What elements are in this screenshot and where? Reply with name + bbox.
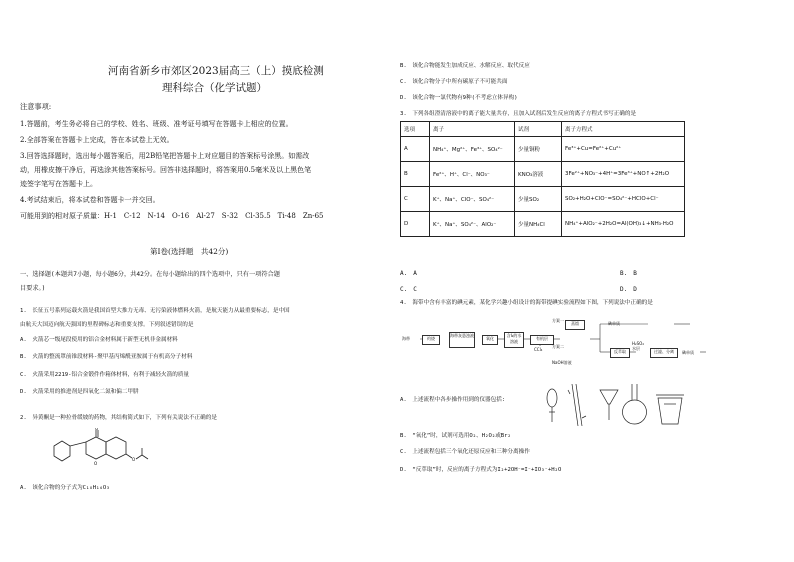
- pyranone-ring: [86, 437, 106, 459]
- q2-option-a: A. 该化合物的分子式为C₁₈H₁₆O₃: [20, 485, 110, 491]
- table-cell: 少量铜粉: [515, 137, 562, 162]
- q1-option-a: A. 火箭芯一级尾段使用的铝合金材料属于新型无机非金属材料: [20, 337, 178, 343]
- flow-iodine-water: 含I₂的水溶液: [504, 332, 524, 348]
- table-cell: K⁺、Na⁺、ClO⁻、SO₄²⁻: [430, 187, 515, 212]
- flow-distill: 蒸馏: [565, 320, 585, 330]
- flow-filter: 过滤、分离: [650, 348, 678, 358]
- table-cell: 少量NH₄Cl: [515, 212, 562, 237]
- note-line: 迹签字笔写在答题卡上。: [20, 180, 97, 188]
- svg-text:O: O: [132, 457, 136, 462]
- flow-method2: 方案二: [552, 344, 564, 349]
- condenser-icon: [568, 384, 586, 426]
- flow-ccl4: CCl₄: [534, 347, 543, 352]
- isoflavone-structure: [40, 428, 160, 480]
- q4-option-b: B. “氧化”时，试剂可选用O₂、H₂O₂或Br₂: [400, 433, 511, 439]
- table-cell: Fe³⁺+Cu=Fe²⁺+Cu²⁺: [562, 137, 685, 162]
- flow-oxidize: 氧化: [482, 335, 498, 345]
- section-title: 第Ⅰ卷(选择题 共42分): [150, 247, 229, 256]
- table-cell: D: [401, 212, 430, 237]
- atomic-mass-line: 可能用到的相对原子质量：H-1 C-12 N-14 O-16 Al-27 S-32 Cl-35.5 Ti-48 Zn-65: [20, 212, 324, 220]
- table-header: 试剂: [515, 122, 562, 137]
- table-row: [401, 137, 685, 162]
- q3-option-a: A. A: [400, 270, 417, 277]
- table-cell: NH₄⁺+AlO₂⁻+2H₂O=Al(OH)₃↓+NH₃·H₂O: [562, 212, 685, 237]
- q2-option-d: D. 该化合物一氯代物有9种(不考虑立体异构): [400, 95, 518, 101]
- table-cell: K⁺、Na⁺、SO₄²⁻、AlO₂⁻: [430, 212, 515, 237]
- q2-option-c: C. 该化合物分子中所有碳原子不可能共面: [400, 79, 508, 85]
- table-cell: A: [401, 137, 430, 162]
- q2-option-b: B. 该化合物能发生加成反应、水解反应、取代反应: [400, 63, 530, 69]
- section-intro: 一、选择题(本题共7小题，每小题6分，共42分。在每小题给出的四个选项中，只有一项符合题: [20, 271, 280, 278]
- table-cell: Fe²⁺、H⁺、Cl⁻、NO₃⁻: [430, 162, 515, 187]
- separatory-funnel-icon: [547, 389, 557, 422]
- q2-stem: 2. 异黄酮是一种拉骨缓坡的药物，其结构简式如下，下列有关说法不正确的是: [20, 415, 217, 421]
- q1-option-b: B. 火箭的整流罩前锥段材料-聚甲基丙烯酰亚胺属于有机高分子材料: [20, 354, 193, 360]
- q4-stem: 4. 海带中含有丰富的碘元素，某化学兴趣小组设计的海带提碘实验流程如下图，下列说法中正确的是: [400, 300, 653, 306]
- q1-option-d: D. 火箭采用的推进剂是四氧化二氮和偏二甲肼: [20, 389, 139, 395]
- note-line: 动，用橡皮擦干净后，再选涂其他答案标号。回答非选择题时，将答案用0.5毫米及以上黑色笔: [20, 166, 312, 174]
- q4-option-d: D. “反萃取”时，反应的离子方程式为I₂+2OH⁻=I⁻+IO₃⁻+H₂O: [400, 467, 562, 473]
- table-header: 选项: [401, 122, 430, 137]
- table-header: 离子: [430, 122, 515, 137]
- note-line: 4.考试结束后，将本试卷和答题卡一并交回。: [20, 196, 160, 204]
- table-cell: SO₂+H₂O+ClO⁻=SO₄²⁻+HClO+Cl⁻: [562, 187, 685, 212]
- flow-burn: 灼烧: [422, 335, 440, 345]
- flow-seaweed: 海带: [402, 336, 410, 341]
- table-cell: KNO₃溶液: [515, 162, 562, 187]
- table-cell: B: [401, 162, 430, 187]
- exam-subtitle: 理科综合（化学试题）: [162, 82, 267, 94]
- svg-text:O: O: [94, 461, 98, 466]
- table-row: [401, 212, 685, 237]
- svg-text:O: O: [95, 428, 99, 431]
- apparatus-images: [540, 380, 690, 430]
- table-cell: C: [401, 187, 430, 212]
- crucible-icon: [656, 395, 684, 424]
- q3-stem: 3. 下列各组澄清溶液中的离子能大量共存，且加入试剂后发生反应的离子方程式书写正确的是: [400, 111, 637, 117]
- note-line: 2.全部答案在答题卡上完成，答在本试卷上无效。: [20, 136, 174, 144]
- table-row: [401, 187, 685, 212]
- flask-icon: [623, 384, 647, 424]
- flow-acid: H₂SO₄: [632, 341, 644, 346]
- flow-naoh: NaOH溶液: [552, 360, 572, 365]
- table-cell: 少量SO₂: [515, 187, 562, 212]
- table-row: [401, 162, 685, 187]
- phenyl-ring: [54, 441, 70, 461]
- q4-option-a: A. 上述流程中各步操作用到的仪器包括:: [400, 397, 506, 403]
- flow-back-extract: 反萃取: [610, 348, 630, 358]
- notes-heading: 注意事项:: [20, 102, 52, 111]
- section-intro: 目要求。): [20, 285, 46, 292]
- ion-reaction-table: [400, 121, 685, 237]
- q1-option-c: C. 火箭采用2219-铝合金锻件作箱体材料，有利于减轻火箭的质量: [20, 372, 190, 378]
- flow-iodine2: 碘单质: [682, 350, 694, 355]
- flow-ash: 海带灰悬浊液: [449, 332, 475, 348]
- funnel-icon: [600, 390, 618, 420]
- note-line: 3.回答选择题时，选出每小题答案后，用2B铅笔把答题卡上对应题目的答案标号涂黑。如需改: [20, 152, 310, 160]
- flow-iodine1: 碘单质: [608, 321, 620, 326]
- flow-method1: 方案一: [552, 318, 564, 323]
- exam-title: 河南省新乡市郊区2023届高三（上）摸底检测: [108, 65, 324, 77]
- table-cell: NH₄⁺、Mg²⁺、Fe³⁺、SO₄²⁻: [430, 137, 515, 162]
- q3-option-b: B. B: [620, 270, 637, 277]
- note-line: 1.答题前，考生务必将自己的学校、姓名、班级、准考证号填写在答题卡上相应的位置。: [20, 120, 293, 128]
- q1-stem: 由航天大国迈向航天强国的里程碑标志和重要支撑。下列叙述错误的是: [20, 322, 194, 328]
- benzo-ring: [106, 437, 126, 459]
- q3-option-c: C. C: [400, 286, 417, 293]
- q1-stem: 1. 长征五号系列运载火箭是我国首型大推力无毒、无污染液体燃料火箭，是航天能力从最重要标志，是中国: [20, 308, 290, 314]
- q4-option-c: C. 上述流程包括三个氧化还原反应和三种分离操作: [400, 449, 530, 455]
- flow-water-layer: 水层: [632, 346, 640, 351]
- table-cell: 3Fe²⁺+NO₃⁻+4H⁺=3Fe³⁺+NO↑+2H₂O: [562, 162, 685, 187]
- table-header-row: [401, 122, 685, 137]
- flow-extract: 有机层: [530, 335, 554, 345]
- table-header: 离子方程式: [562, 122, 685, 137]
- q3-option-d: D. D: [620, 286, 637, 293]
